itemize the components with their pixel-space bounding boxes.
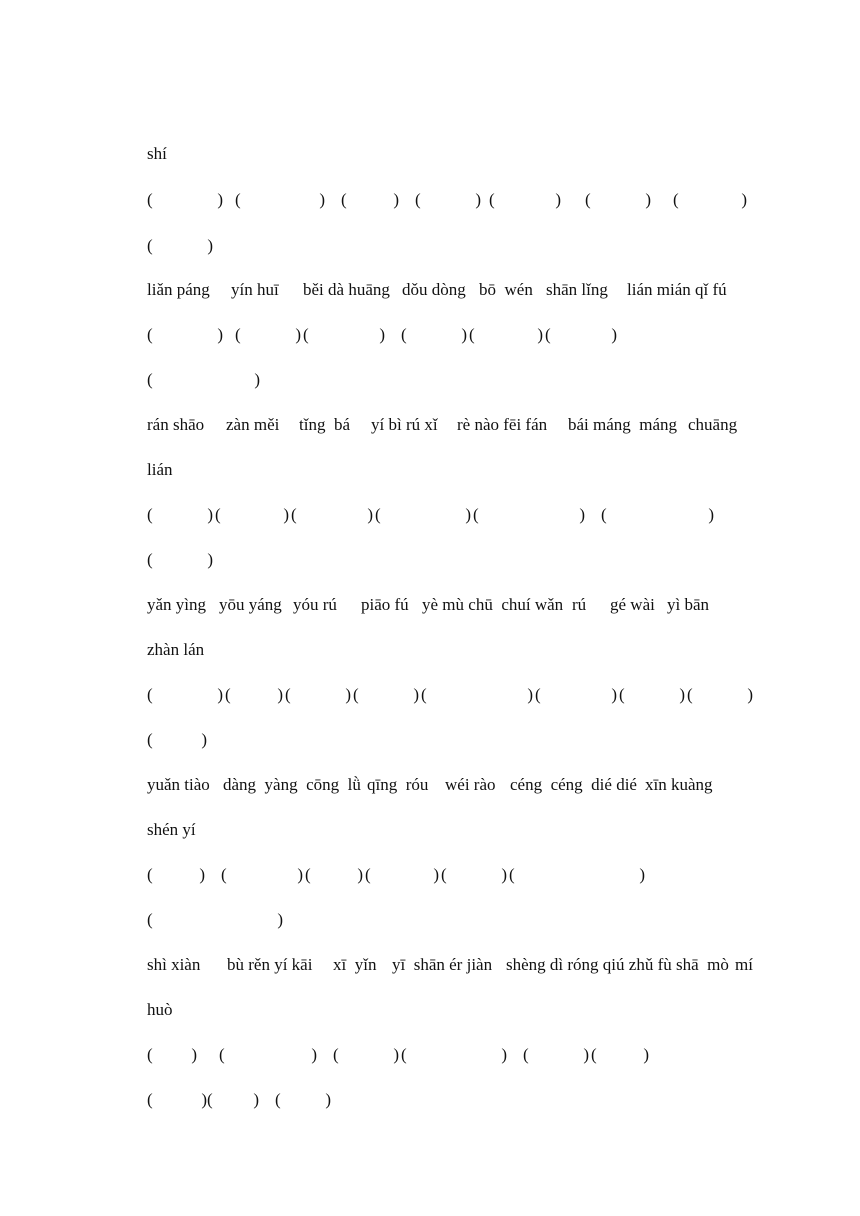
answer-blank[interactable]: ( ) [147, 865, 205, 884]
pinyin-word: rán shāo [147, 415, 205, 434]
answer-blanks-row [130, 1061, 331, 1109]
pinyin-line [130, 971, 173, 1019]
pinyin-word: gé wài [610, 595, 655, 614]
pinyin-word: tǐng bá [299, 415, 350, 434]
answer-blanks-row [130, 1016, 649, 1064]
pinyin-word: chuāng [688, 415, 738, 434]
answer-blank[interactable]: ( ) [147, 236, 213, 255]
pinyin-line [130, 566, 710, 614]
pinyin-word: qīng róu [367, 775, 429, 794]
pinyin-word: shèng dì róng qiú zhǔ fù shā mò [506, 955, 729, 974]
answer-blank[interactable]: ( ) [147, 1045, 197, 1064]
answer-blank[interactable]: ( ) [305, 865, 363, 884]
answer-blank[interactable]: ( ) [147, 1090, 207, 1109]
answer-blank[interactable]: ( ) [207, 1090, 259, 1109]
answer-blank[interactable]: ( ) [147, 910, 283, 929]
answer-blank[interactable]: ( ) [509, 865, 645, 884]
answer-blank[interactable]: ( ) [591, 1045, 649, 1064]
answer-blank[interactable]: ( ) [353, 685, 419, 704]
pinyin-word: yī shān ér jiàn [392, 955, 493, 974]
pinyin-word: huò [147, 1000, 173, 1019]
pinyin-line [130, 746, 713, 794]
pinyin-line [130, 251, 727, 299]
answer-blank[interactable]: ( ) [275, 1090, 331, 1109]
answer-blank[interactable]: ( ) [147, 550, 213, 569]
pinyin-word: lián [147, 460, 173, 479]
answer-blank[interactable]: ( ) [225, 685, 283, 704]
pinyin-word: bù rěn yí kāi [227, 955, 313, 974]
pinyin-word: yōu yáng [219, 595, 282, 614]
pinyin-line [130, 791, 196, 839]
pinyin-word: yí bì rú xǐ [371, 415, 438, 434]
answer-blanks-row [130, 476, 714, 524]
answer-blank[interactable]: ( ) [285, 685, 351, 704]
pinyin-word: yuǎn tiào [147, 775, 210, 794]
answer-blank[interactable]: ( ) [601, 505, 714, 524]
answer-blank[interactable]: ( ) [401, 1045, 507, 1064]
answer-blanks-row [130, 656, 753, 704]
answer-blanks-row [130, 521, 213, 569]
pinyin-word: lián mián qǐ fú [627, 280, 727, 299]
pinyin-word: wéi rào [445, 775, 496, 794]
answer-blank[interactable]: ( ) [687, 685, 753, 704]
answer-blank[interactable]: ( ) [147, 190, 223, 209]
answer-blanks-row [130, 296, 617, 344]
answer-blank[interactable]: ( ) [535, 685, 617, 704]
answer-blank[interactable]: ( ) [147, 730, 207, 749]
pinyin-word: dàng yàng cōng lǜ [223, 775, 361, 794]
pinyin-word: yóu rú [293, 595, 337, 614]
answer-blank[interactable]: ( ) [235, 190, 325, 209]
pinyin-line [130, 431, 173, 479]
answer-blanks-row [130, 836, 645, 884]
answer-blank[interactable]: ( ) [585, 190, 651, 209]
pinyin-word: xī yǐn [333, 955, 377, 974]
pinyin-word: yì bān [667, 595, 710, 614]
answer-blank[interactable]: ( ) [147, 370, 260, 389]
answer-blank[interactable]: ( ) [421, 685, 533, 704]
pinyin-word: yín huī [231, 280, 279, 299]
answer-blank[interactable]: ( ) [147, 325, 223, 344]
answer-blank[interactable]: ( ) [375, 505, 471, 524]
pinyin-line [130, 115, 167, 163]
answer-blanks-row [130, 207, 213, 255]
answer-blank[interactable]: ( ) [215, 505, 289, 524]
pinyin-word: shén yí [147, 820, 196, 839]
pinyin-word: zhàn lán [147, 640, 205, 659]
answer-blank[interactable]: ( ) [303, 325, 385, 344]
pinyin-word: bō wén [479, 280, 533, 299]
answer-blank[interactable]: ( ) [469, 325, 543, 344]
pinyin-word: liǎn páng [147, 280, 210, 299]
answer-blanks-row [130, 341, 260, 389]
answer-blanks-row [130, 701, 207, 749]
pinyin-word: yǎn yìng [147, 595, 207, 614]
answer-blank[interactable]: ( ) [401, 325, 467, 344]
answer-blank[interactable]: ( ) [545, 325, 617, 344]
pinyin-word: céng céng dié dié [510, 775, 637, 794]
answer-blank[interactable]: ( ) [489, 190, 561, 209]
answer-blank[interactable]: ( ) [473, 505, 585, 524]
answer-blank[interactable]: ( ) [415, 190, 481, 209]
pinyin-line [130, 386, 738, 434]
answer-blanks-row [130, 161, 747, 209]
answer-blank[interactable]: ( ) [523, 1045, 589, 1064]
pinyin-line [130, 926, 753, 974]
answer-blank[interactable]: ( ) [147, 685, 223, 704]
answer-blank[interactable]: ( ) [619, 685, 685, 704]
pinyin-word: rú [572, 595, 587, 614]
pinyin-word: yè mù chū chuí wǎn [422, 595, 564, 614]
pinyin-word: shān lǐng [546, 280, 608, 299]
answer-blanks-row [130, 881, 283, 929]
answer-blank[interactable]: ( ) [147, 505, 213, 524]
answer-blank[interactable]: ( ) [235, 325, 301, 344]
pinyin-word: běi dà huāng [303, 280, 390, 299]
answer-blank[interactable]: ( ) [219, 1045, 317, 1064]
answer-blank[interactable]: ( ) [341, 190, 399, 209]
pinyin-word: xīn kuàng [645, 775, 713, 794]
pinyin-word: dǒu dòng [402, 280, 466, 299]
pinyin-word: mí [735, 955, 753, 974]
answer-blank[interactable]: ( ) [291, 505, 373, 524]
pinyin-word: shí [147, 144, 167, 163]
pinyin-word: piāo fú [361, 595, 409, 614]
answer-blank[interactable]: ( ) [333, 1045, 399, 1064]
pinyin-word: shì xiàn [147, 955, 201, 974]
pinyin-word: rè nào fēi fán [457, 415, 548, 434]
answer-blank[interactable]: ( ) [441, 865, 507, 884]
pinyin-line [130, 611, 205, 659]
pinyin-word: bái máng máng [568, 415, 678, 434]
pinyin-word: zàn měi [226, 415, 280, 434]
answer-blank[interactable]: ( ) [221, 865, 303, 884]
answer-blank[interactable]: ( ) [365, 865, 439, 884]
answer-blank[interactable]: ( ) [673, 190, 747, 209]
